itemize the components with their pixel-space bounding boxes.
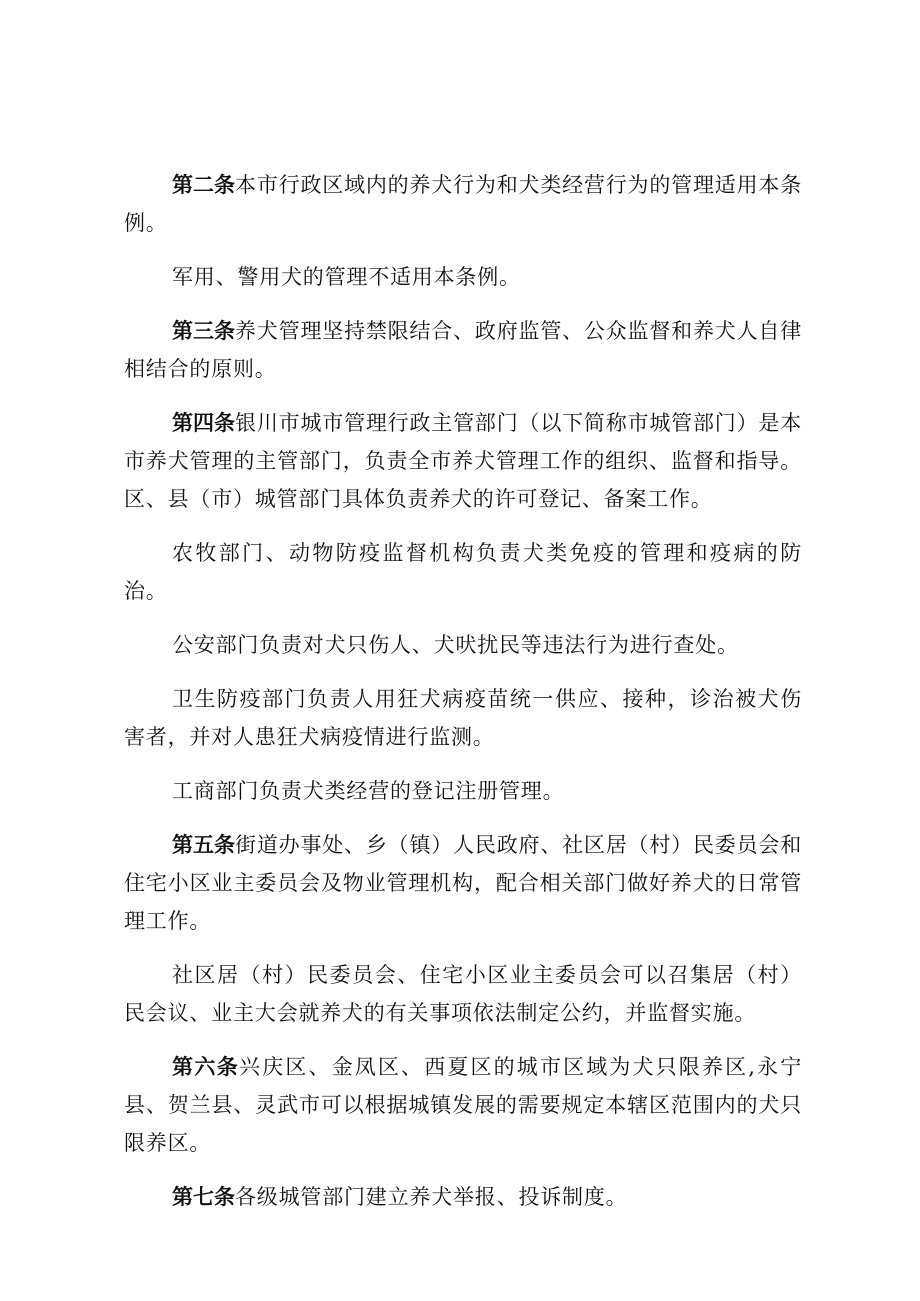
article-7 [124,1178,802,1216]
article-text: 街道办事处、乡（镇）人民政府、社区居（村）民委员会和住宅小区业主委员会及物业管理机构，配合相关部门做好养犬的日常管理工作。 [124,833,802,933]
article-text: 养犬管理坚持禁限结合、政府监管、公众监督和养犬人自律相结合的原则。 [124,319,802,381]
paragraph [124,626,802,664]
article-text: 兴庆区、金凤区、西夏区的城市区域为犬只限养区,永宁县、贺兰县、灵武市可以根据城镇发展的需要规定本辖区范围内的犬只限养区。 [124,1055,802,1155]
article-number: 第二条 [172,173,236,197]
article-number: 第三条 [172,319,236,343]
article-number: 第六条 [172,1055,240,1079]
paragraph-text: 卫生防疫部门负责人用狂犬病疫苗统一供应、接种，诊治被犬伤害者，并对人患狂犬病疫情进行监测。 [124,687,802,749]
article-number: 第七条 [172,1185,235,1209]
paragraph [124,534,802,610]
paragraph-text: 公安部门负责对犬只伤人、犬吠扰民等违法行为进行查处。 [172,633,739,657]
paragraph-text: 农牧部门、动物防疫监督机构负责犬类免疫的管理和疫病的防治。 [124,541,802,603]
article-number: 第四条 [172,411,236,435]
paragraph [124,772,802,810]
article-text: 本市行政区域内的养犬行为和犬类经营行为的管理适用本条例。 [124,173,802,235]
article-text: 银川市城市管理行政主管部门（以下简称市城管部门）是本市养犬管理的主管部门，负责全市养犬管理工作的组织、监督和指导。区、县（市）城管部门具体负责养犬的许可登记、备案工作。 [124,411,802,511]
article-3 [124,312,802,388]
paragraph [124,258,802,296]
article-4 [124,404,802,518]
paragraph-text: 工商部门负责犬类经营的登记注册管理。 [172,779,565,803]
article-number: 第五条 [172,833,236,857]
article-2 [124,166,802,242]
article-5 [124,826,802,940]
paragraph [124,680,802,756]
paragraph-text: 军用、警用犬的管理不适用本条例。 [172,265,521,289]
article-6 [124,1048,802,1162]
article-text: 各级城管部门建立养犬举报、投诉制度。 [235,1185,628,1209]
paragraph-text: 社区居（村）民委员会、住宅小区业主委员会可以召集居（村）民会议、业主大会就养犬的有关事项依法制定公约，并监督实施。 [124,963,802,1025]
paragraph [124,956,802,1032]
